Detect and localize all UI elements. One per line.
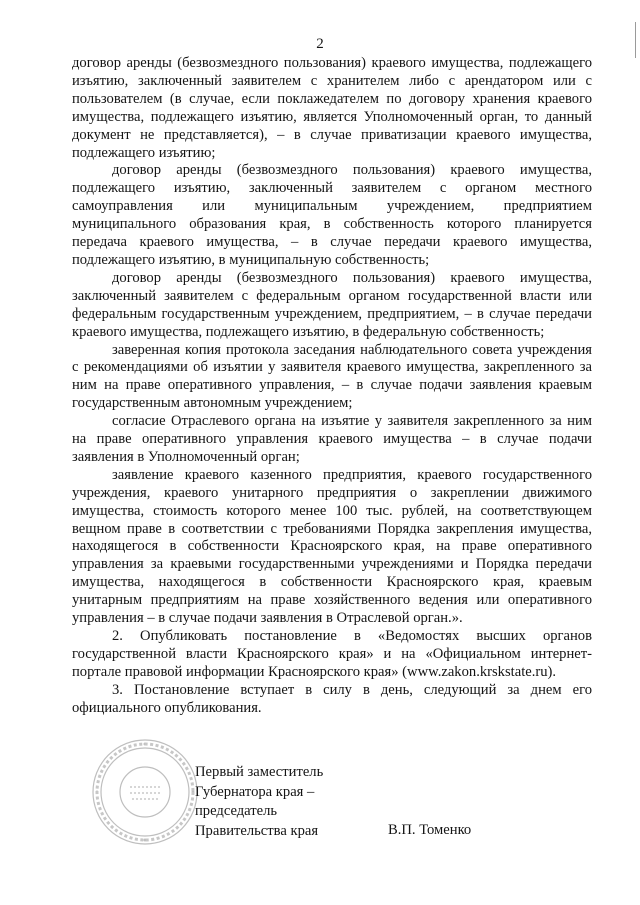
paragraph-protocol-copy: заверенная копия протокола заседания наблюдательного совета учреждения с рекомендациями об изъятии у заявителя краевого имущества, закрепленного за ним на праве оперативного управления, – в случае подачи заявления краевым государственным автономным учреждением; (72, 341, 592, 412)
paragraph-consent: согласие Отраслевого органа на изъятие у заявителя закрепленного за ним на праве оперативного управления краевого имущества – в случае подачи заявления в Уполномоченный орган; (72, 413, 592, 465)
paragraph-lease-municipal: договор аренды (безвозмездного пользования) краевого имущества, подлежащего изъятию, заключенный заявителем с органом местного самоуправления или муниципальным учреждением, предприятием муниципального образования края, в собственность которого планируется передача краевого имущества, – в случае передачи краевого имущества, подлежащего изъятию, в муниципальную собственность; (72, 162, 592, 268)
signature-block (195, 763, 323, 841)
signature-title-line4: Правительства края (195, 822, 319, 839)
paragraph-effective: 3. Постановление вступает в силу в день, следующий за днем его официального опубликования. (72, 681, 592, 716)
paragraph-lease-privatization: договор аренды (безвозмездного пользования) краевого имущества, подлежащего изъятию, заключенный заявителем с хранителем либо с арендатором или с пользователем (в случае, если поклажедателем по договору хранения краевого имущества, подлежащего изъятию, является Уполномоченный орган, то данный документ не представляется), – в случае приватизации краевого имущества, подлежащего изъятию; (72, 55, 592, 161)
signature-title-line1: Первый заместитель (195, 764, 324, 780)
signature-title-line2: Губернатора края – (195, 783, 315, 800)
paragraph-publish: 2. Опубликовать постановление в «Ведомостях высших органов государственной власти Красноярского края» и на «Официальном интернет-портале правовой информации Красноярского края» (www.zakon.krskstate.ru). (72, 628, 592, 680)
page-number: 2 (316, 36, 324, 52)
signer-name: В.П. Томенко (388, 822, 472, 838)
official-stamp-icon (90, 737, 200, 847)
paragraph-application: заявление краевого казенного предприятия, краевого государственного учреждения, краевого унитарного предприятия о закреплении движимого имущества, стоимость которого менее 100 тыс. рублей, на соответствующем вещном праве в соответствии с требованиями Порядка закрепления имущества, находящегося в собственности Красноярского края, на праве оперативного управления за краевыми государственными учреждениями и Порядка передачи имущества, находящегося в собственности Красноярского края, краевым унитарным предприятиям на праве хозяйственного ведения или оперативного управления – в случае подачи заявления в Отраслевой орган.». (72, 466, 592, 627)
document-body (72, 55, 592, 718)
signature-title-line3: председатель (195, 803, 278, 819)
paragraph-lease-federal: договор аренды (безвозмездного пользования) краевого имущества, заключенный заявителем с федеральным органом государственной власти или федеральным государственным учреждением, предприятием, – в случае передачи краевого имущества, подлежащего изъятию, в федеральную собственность; (72, 269, 592, 340)
